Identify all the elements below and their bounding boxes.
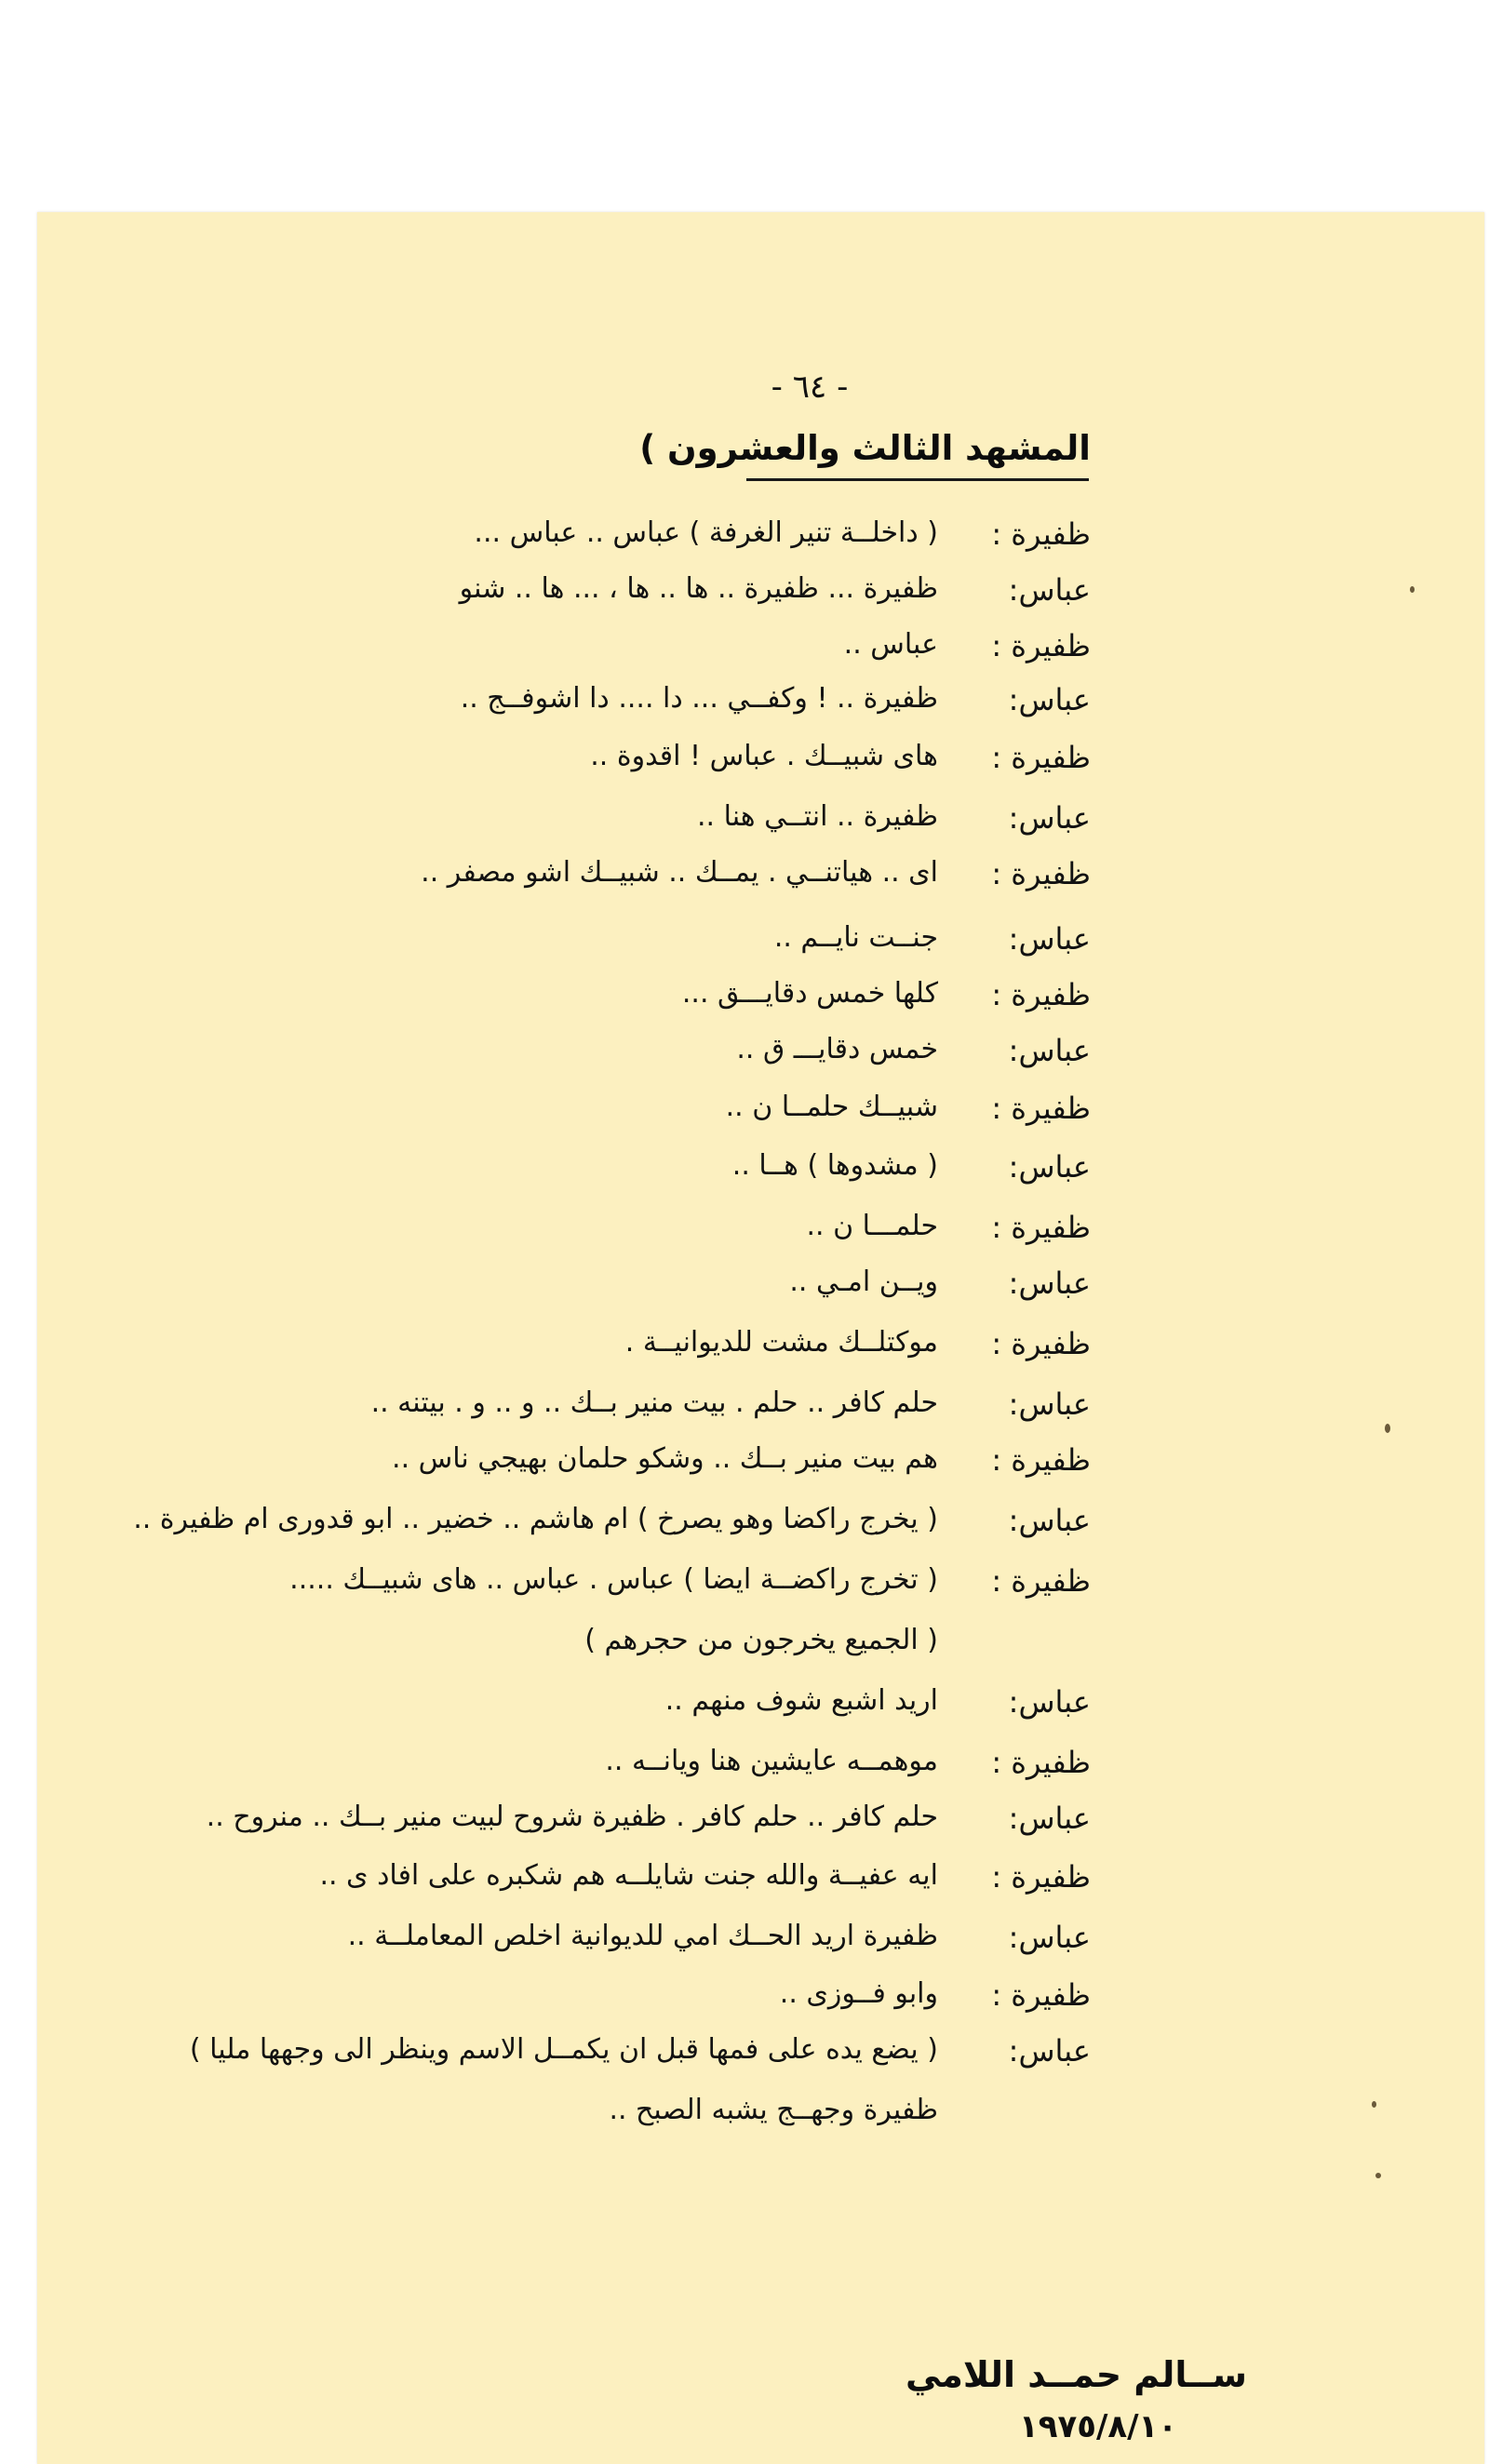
dialogue-line xyxy=(0,1442,1489,1498)
dialogue-text: ( يخرج راكضا وهو يصرخ ) ام هاشم .. خضير .. ابو قدورى ام ظفيرة .. xyxy=(133,1503,938,1535)
dialogue-line xyxy=(0,977,1489,1033)
speaker-name: عباس: xyxy=(1008,1265,1091,1301)
dialogue-text: ظفيرة ... ظفيرة .. ها .. ها ، ... ها .. شنو xyxy=(459,572,938,605)
dialogue-text: عباس .. xyxy=(843,628,938,661)
dialogue-line xyxy=(0,1745,1489,1801)
dialogue-line xyxy=(0,740,1489,796)
dialogue-line xyxy=(0,2094,1489,2149)
dialogue-text: ظفيرة اريد الحــك امي للديوانية اخلص المعاملــة .. xyxy=(347,1920,938,1952)
dialogue-line xyxy=(0,682,1489,738)
speaker-name: عباس: xyxy=(1008,1386,1091,1422)
paper-speck xyxy=(1385,1424,1390,1433)
speaker-name: ظفيرة : xyxy=(991,1977,1091,2013)
speaker-name: ظفيرة : xyxy=(991,1859,1091,1895)
speaker-name: ظفيرة : xyxy=(991,740,1091,775)
dialogue-line xyxy=(0,1920,1489,1975)
dialogue-text: ( الجميع يخرجون من حجرهم ) xyxy=(584,1624,938,1656)
dialogue-text: ايه عفيــة والله جنت شايلــه هم شكبره على افاد ى .. xyxy=(319,1859,938,1892)
dialogue-line xyxy=(0,856,1489,912)
speaker-name: ظفيرة : xyxy=(991,1745,1091,1780)
speaker-name: عباس: xyxy=(1008,1920,1091,1955)
dialogue-line xyxy=(0,1091,1489,1146)
speaker-name: عباس: xyxy=(1008,1801,1091,1836)
dialogue-line xyxy=(0,1210,1489,1265)
dialogue-line xyxy=(0,2033,1489,2089)
speaker-name: عباس: xyxy=(1008,572,1091,608)
paper-speck xyxy=(1375,2173,1381,2178)
dialogue-line xyxy=(0,628,1489,684)
dialogue-text: اى .. هياتنــي . يمــك .. شبيــك اشو مصفر .. xyxy=(421,856,938,889)
dialogue-line xyxy=(0,1801,1489,1856)
dialogue-text: ظفيرة وجهــج يشبه الصبح .. xyxy=(609,2094,938,2126)
dialogue-text: حلم كافر .. حلم . بيت منير بــك .. و .. و . بيتنه .. xyxy=(370,1386,938,1419)
dialogue-text: جنــت نايــم .. xyxy=(773,921,938,954)
dialogue-text: موكتلــك مشت للديوانيــة . xyxy=(624,1326,938,1359)
dialogue-line xyxy=(0,1503,1489,1559)
dialogue-text: ( يضع يده على فمها قبل ان يكمــل الاسم وينظر الى وجهها مليا ) xyxy=(189,2033,938,2066)
speaker-name: عباس: xyxy=(1008,921,1091,957)
dialogue-line xyxy=(0,1624,1489,1680)
speaker-name: ظفيرة : xyxy=(991,856,1091,891)
dialogue-text: حلمـــا ن .. xyxy=(806,1210,938,1242)
speaker-name: عباس: xyxy=(1008,1033,1091,1068)
paper-speck xyxy=(1372,2101,1376,2108)
speaker-name: ظفيرة : xyxy=(991,1442,1091,1478)
scene-title: المشهد الثالث والعشرون ) xyxy=(639,428,1091,468)
dialogue-line xyxy=(0,800,1489,856)
dialogue-line xyxy=(0,572,1489,628)
speaker-name: ظفيرة : xyxy=(991,516,1091,552)
dialogue-text: هم بيت منير بــك .. وشكو حلمان بهيجي ناس .. xyxy=(392,1442,938,1475)
speaker-name: عباس: xyxy=(1008,1149,1091,1185)
dialogue-text: ( داخلــة تنير الغرفة ) عباس .. عباس ... xyxy=(474,516,938,549)
speaker-name: عباس: xyxy=(1008,1684,1091,1720)
dialogue-line xyxy=(0,921,1489,977)
paper-speck xyxy=(1410,586,1415,593)
speaker-name: عباس: xyxy=(1008,2033,1091,2069)
speaker-name: ظفيرة : xyxy=(991,1326,1091,1361)
author-signature: ســالم حمــد اللامي xyxy=(905,2354,1247,2395)
dialogue-line xyxy=(0,1859,1489,1915)
dialogue-text: حلم كافر .. حلم كافر . ظفيرة شروح لبيت منير بــك .. منروح .. xyxy=(206,1801,938,1833)
scene-title-underline xyxy=(746,478,1089,481)
dialogue-text: شبيــك حلمــا ن .. xyxy=(725,1091,938,1123)
dialogue-line xyxy=(0,516,1489,572)
dialogue-line xyxy=(0,1977,1489,2033)
dialogue-text: وابو فــوزى .. xyxy=(779,1977,938,2010)
dialogue-line xyxy=(0,1033,1489,1089)
signature-date: ١٩٧٥/٨/١٠ xyxy=(1018,2408,1178,2445)
dialogue-text: كلها خمس دقايـــق ... xyxy=(681,977,938,1010)
dialogue-line xyxy=(0,1684,1489,1740)
speaker-name: ظفيرة : xyxy=(991,1210,1091,1245)
dialogue-text: ويــن امـي .. xyxy=(789,1265,938,1298)
dialogue-line xyxy=(0,1326,1489,1382)
speaker-name: ظفيرة : xyxy=(991,628,1091,663)
dialogue-text: ( تخرج راكضــة ايضا ) عباس . عباس .. هاى شبيــك ..... xyxy=(289,1563,938,1596)
speaker-name: ظفيرة : xyxy=(991,977,1091,1012)
dialogue-text: موهمــه عايشين هنا ويانــه .. xyxy=(605,1745,938,1777)
dialogue-text: اريد اشبع شوف منهم .. xyxy=(664,1684,938,1717)
dialogue-text: ظفيرة .. ! وكفــي ... دا .... دا اشوفــج .. xyxy=(460,682,938,715)
page-number: - ٦٤ - xyxy=(771,368,849,406)
dialogue-line xyxy=(0,1563,1489,1619)
dialogue-text: ( مشدوها ) هــا .. xyxy=(731,1149,938,1182)
dialogue-line xyxy=(0,1149,1489,1205)
dialogue-text: ظفيرة .. انتــي هنا .. xyxy=(697,800,938,833)
speaker-name: ظفيرة : xyxy=(991,1563,1091,1599)
speaker-name: عباس: xyxy=(1008,682,1091,717)
speaker-name: ظفيرة : xyxy=(991,1091,1091,1126)
speaker-name: عباس: xyxy=(1008,800,1091,836)
speaker-name: عباس: xyxy=(1008,1503,1091,1538)
dialogue-text: خمس دقايـــ ق .. xyxy=(736,1033,938,1065)
dialogue-line xyxy=(0,1265,1489,1321)
dialogue-text: هاى شبيــك . عباس ! اقدوة .. xyxy=(590,740,938,772)
dialogue-line xyxy=(0,1386,1489,1442)
